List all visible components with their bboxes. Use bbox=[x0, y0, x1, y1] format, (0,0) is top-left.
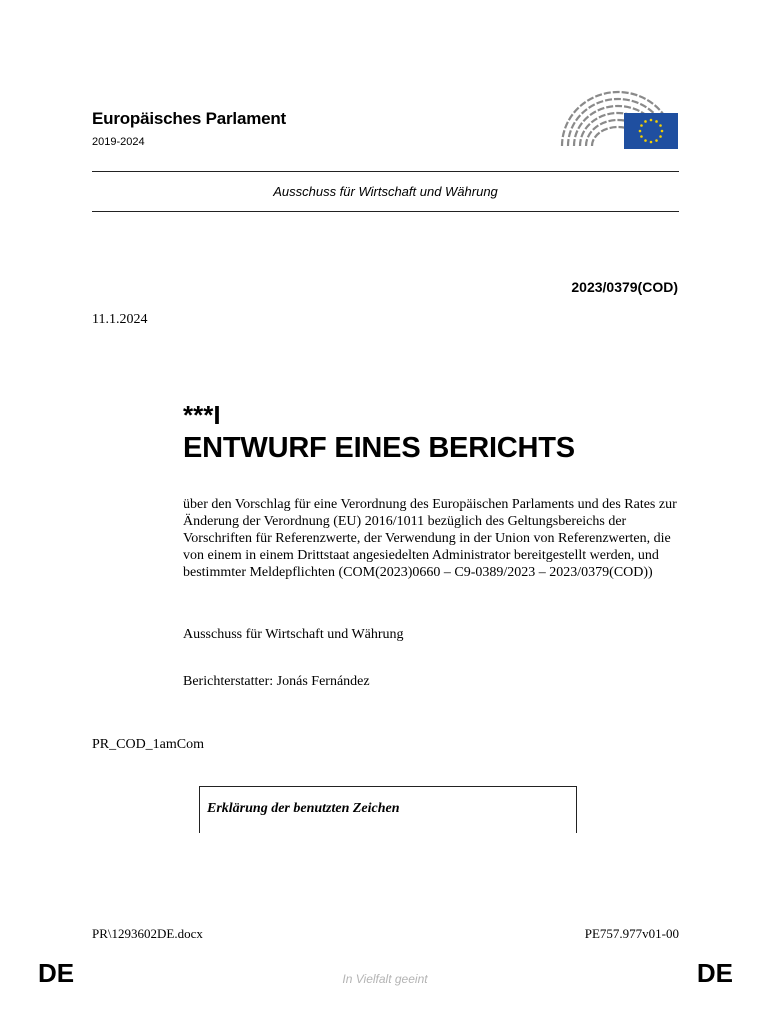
motto: In Vielfalt geeint bbox=[342, 972, 428, 986]
pe-number: PE757.977v01-00 bbox=[584, 926, 679, 941]
document-subject: über den Vorschlag für eine Verordnung des Europäischen Parlaments und des Rates zur Änderung der Verordnung (EU) 2016/1011 bezüglich des Geltungsbereichs der Vorschriften für Referenzwerte, der Verwendung in der Union von Referenzwerten, die von einem in einem Drittstaat angesiedelten Administrator bereitgestellt werden, und bestimmter Meldepflichten (COM(2023)0660 – C9-0389/2023 – 2023/0379(COD)) bbox=[183, 497, 677, 580]
eu-star-icon bbox=[650, 141, 653, 144]
eu-star-icon bbox=[639, 130, 642, 133]
header-rule-bottom bbox=[92, 211, 679, 212]
eu-star-icon bbox=[659, 135, 662, 138]
file-name: PR\1293602DE.docx bbox=[92, 926, 203, 941]
procedure-reference: 2023/0379(COD) bbox=[571, 279, 678, 295]
document-title: ENTWURF EINES BERICHTS bbox=[183, 432, 575, 464]
procedure-stars: ***I bbox=[183, 400, 221, 430]
header-rule-top bbox=[92, 171, 679, 172]
committee-header: Ausschuss für Wirtschaft und Währung bbox=[273, 184, 498, 199]
committee-name: Ausschuss für Wirtschaft und Währung bbox=[183, 627, 404, 642]
rapporteur: Berichterstatter: Jonás Fernández bbox=[183, 674, 370, 689]
eu-star-icon bbox=[644, 120, 647, 123]
document-code: PR_COD_1amCom bbox=[92, 737, 205, 752]
eu-flag-icon bbox=[624, 113, 678, 149]
language-code-right: DE bbox=[696, 958, 733, 988]
document-date: 11.1.2024 bbox=[92, 312, 148, 327]
eu-star-icon bbox=[644, 139, 647, 142]
parliamentary-term: 2019-2024 bbox=[92, 136, 145, 148]
language-code-left: DE bbox=[38, 958, 75, 988]
organization-name: Europäisches Parlament bbox=[92, 109, 287, 128]
eu-star-icon bbox=[659, 124, 662, 127]
eu-star-icon bbox=[650, 119, 653, 122]
eu-star-icon bbox=[655, 139, 658, 142]
european-parliament-logo-icon bbox=[558, 84, 680, 150]
eu-star-icon bbox=[655, 120, 658, 123]
eu-star-icon bbox=[640, 124, 643, 127]
eu-star-icon bbox=[661, 130, 664, 133]
legend-title: Erklärung der benutzten Zeichen bbox=[207, 801, 400, 816]
eu-star-icon bbox=[640, 135, 643, 138]
